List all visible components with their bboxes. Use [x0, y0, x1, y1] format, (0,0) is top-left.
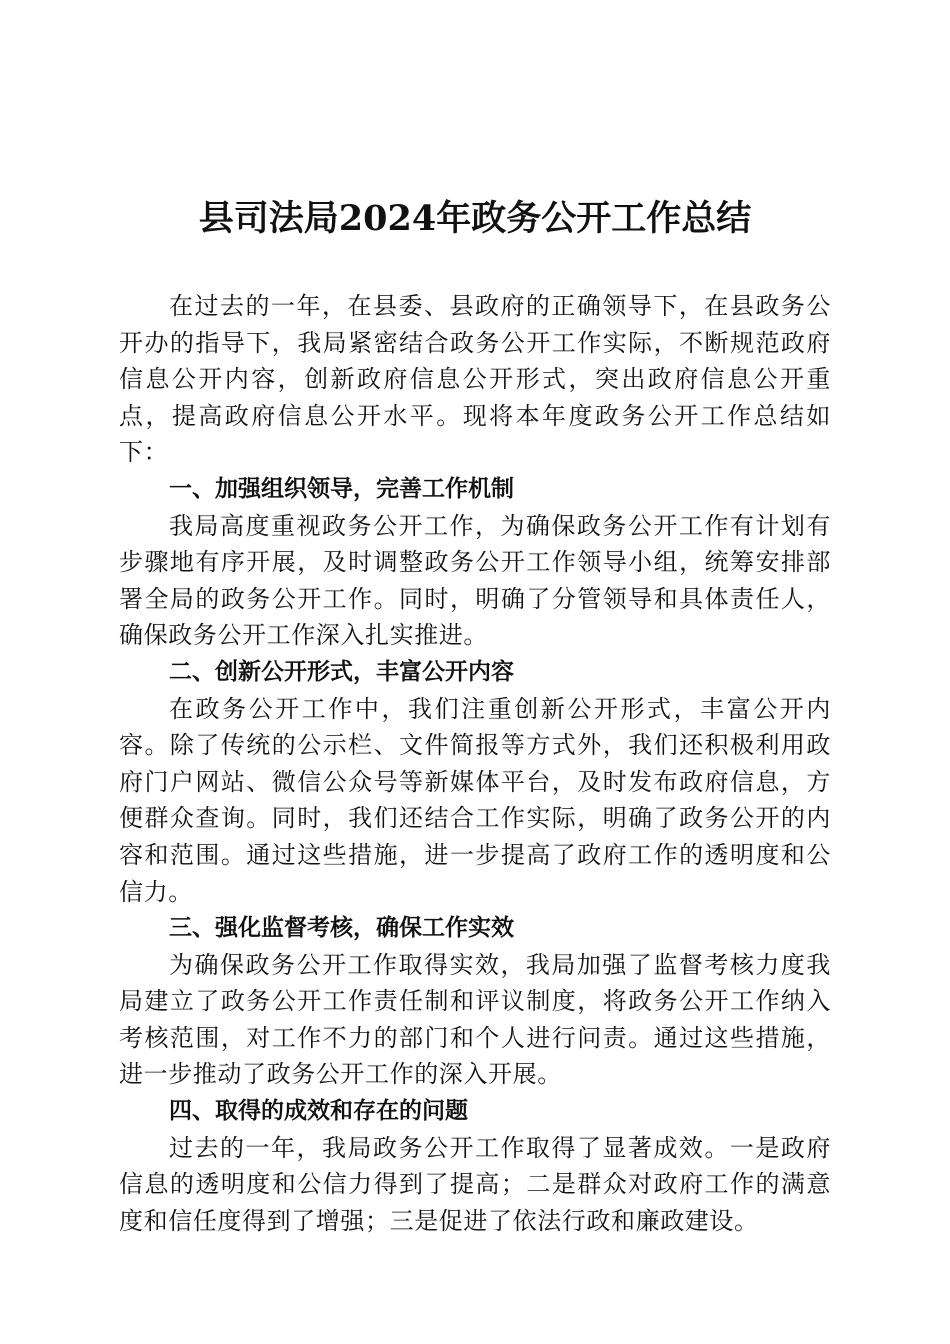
intro-paragraph: 在过去的一年，在县委、县政府的正确领导下，在县政务公开办的指导下，我局紧密结合政务公开工作实际，不断规范政府信息公开内容，创新政府信息公开形式，突出政府信息公开重点，提高政府信息公开水平。现将本年度政务公开工作总结如下：: [119, 292, 831, 467]
section-heading-2: 二、创新公开形式，丰富公开内容: [169, 658, 514, 685]
section-paragraph-1: 我局高度重视政务公开工作，为确保政务公开工作有计划有步骤地有序开展，及时调整政务公开工作领导小组，统筹安排部署全局的政务公开工作。同时，明确了分管领导和具体责任人，确保政务公开工作深入扎实推进。: [119, 511, 831, 650]
document-title: 县司法局2024年政务公开工作总结: [198, 198, 752, 239]
document-body: [119, 288, 831, 1239]
section-paragraph-2: 在政务公开工作中，我们注重创新公开形式，丰富公开内容。除了传统的公示栏、文件简报等方式外，我们还积极利用政府门户网站、微信公众号等新媒体平台，及时发布政府信息，方便群众查询。同时，我们还结合工作实际，明确了政务公开的内容和范围。通过这些措施，进一步提高了政府工作的透明度和公信力。: [119, 694, 831, 906]
section-heading-1: 一、加强组织领导，完善工作机制: [169, 475, 514, 502]
section-paragraph-3: 为确保政务公开工作取得实效，我局加强了监督考核力度我局建立了政务公开工作责任制和评议制度，将政务公开工作纳入考核范围，对工作不力的部门和个人进行问责。通过这些措施，进一步推动了政务公开工作的深入开展。: [119, 950, 831, 1089]
section-heading-3: 三、强化监督考核，确保工作实效: [169, 915, 514, 942]
section-heading-4: 四、取得的成效和存在的问题: [169, 1098, 468, 1125]
section-paragraph-4: 过去的一年，我局政务公开工作取得了显著成效。一是政府信息的透明度和公信力得到了提高；二是群众对政府工作的满意度和信任度得到了增强；三是促进了依法行政和廉政建设。: [119, 1133, 831, 1235]
